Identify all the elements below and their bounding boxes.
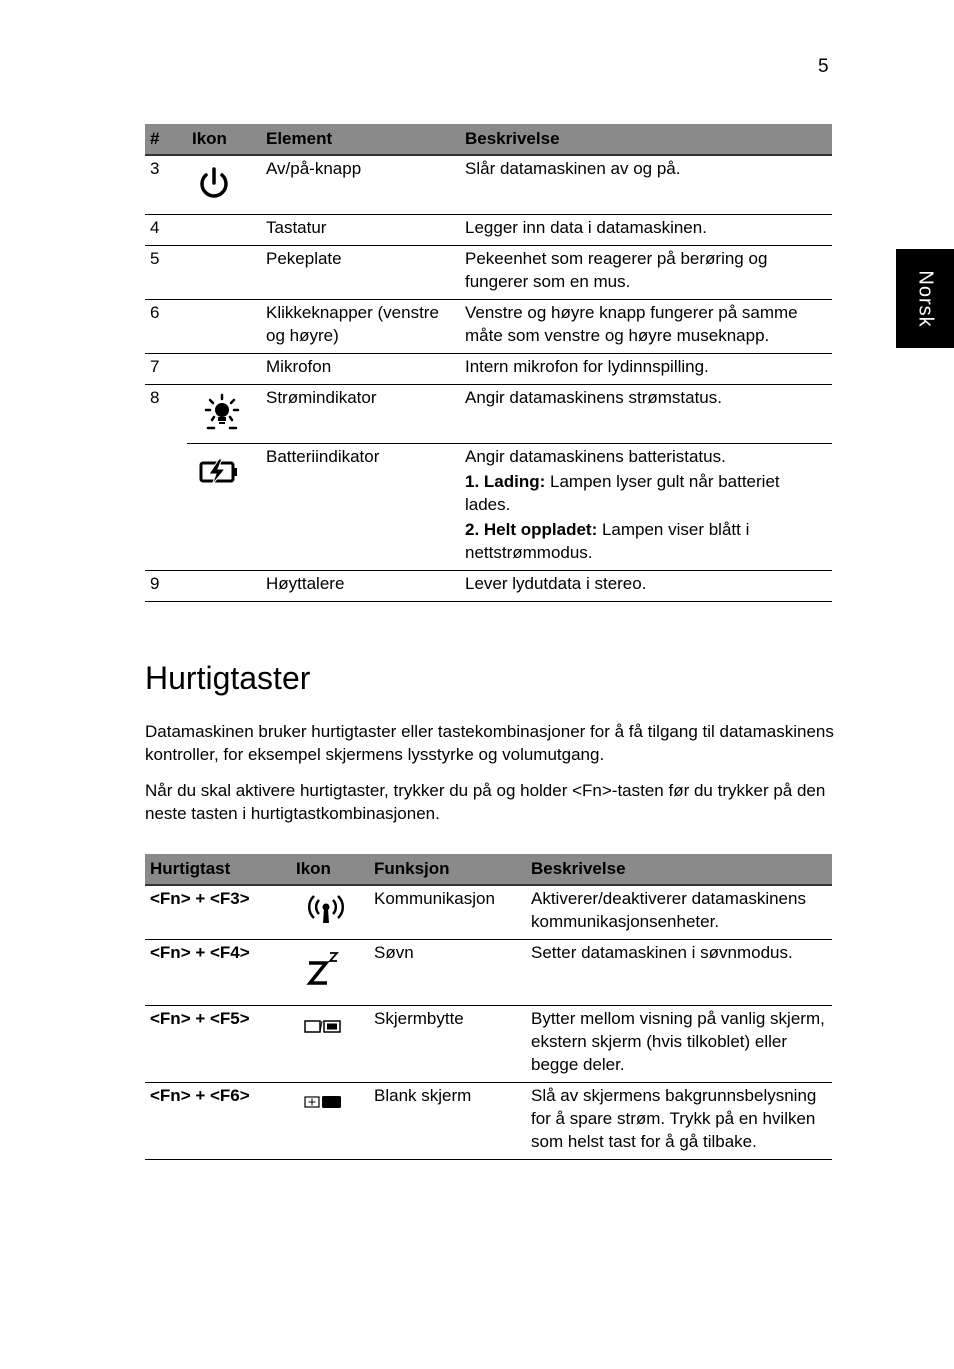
intro-paragraph: Datamaskinen bruker hurtigtaster eller tastekombinasjoner for å få tilgang til datamaskinens kontroller, for eksempel skjermens lysstyrke og volumutgang. xyxy=(145,722,834,764)
function: Kommunikasjon xyxy=(369,885,526,940)
icon-cell xyxy=(187,384,261,443)
language-tab xyxy=(896,249,954,348)
icon-cell xyxy=(291,1083,369,1160)
wireless-icon xyxy=(306,893,346,925)
icon-cell xyxy=(187,214,261,245)
icon-cell xyxy=(291,885,369,940)
row-number: 8 xyxy=(150,387,160,407)
header-description: Beskrivelse xyxy=(526,854,832,885)
table-row xyxy=(145,570,832,601)
function: Søvn xyxy=(369,940,526,1006)
row-description: Bytter mellom visning på vanlig skjerm, ekstern skjerm (hvis tilkoblet) eller begge deler. xyxy=(526,1006,832,1083)
row-element: Av/på-knapp xyxy=(261,155,460,214)
function: Blank skjerm xyxy=(369,1083,526,1160)
header-element: Element xyxy=(261,124,460,155)
hotkey: <Fn> + <F6> xyxy=(145,1083,291,1160)
function: Skjermbytte xyxy=(369,1006,526,1083)
table-header-row xyxy=(145,124,832,155)
table-row xyxy=(145,155,832,214)
row-number: 7 xyxy=(145,353,187,384)
row-description: Pekeenhet som reagerer på berøring og fungerer som en mus. xyxy=(460,245,832,299)
display-switch-icon xyxy=(304,1019,344,1035)
battery-description: Angir datamaskinens batteristatus. xyxy=(465,446,726,466)
page-number: 5 xyxy=(818,56,829,77)
row-number: 4 xyxy=(145,214,187,245)
table-row xyxy=(145,299,832,353)
table-row xyxy=(145,940,832,1006)
row-description: Angir datamaskinens strømstatus. xyxy=(460,384,832,443)
header-number: # xyxy=(145,124,187,155)
row-element: Mikrofon xyxy=(261,353,460,384)
row-element: Klikkeknapper (venstre og høyre) xyxy=(261,299,460,353)
row-number: 9 xyxy=(145,570,187,601)
instruction-paragraph: Når du skal aktivere hurtigtaster, trykker du på og holder <Fn>-tasten før du trykker på den neste tasten i hurtigtastkombinasjonen. xyxy=(145,781,826,823)
row-number: 3 xyxy=(145,155,187,214)
row-description: Venstre og høyre knapp fungerer på samme måte som venstre og høyre museknapp. xyxy=(460,299,832,353)
charging-label: 1. Lading: xyxy=(465,471,546,491)
hotkey: <Fn> + <F4> xyxy=(145,940,291,1006)
sleep-icon xyxy=(304,949,344,989)
row-description xyxy=(460,443,832,570)
table-row xyxy=(145,1006,832,1083)
table-row xyxy=(145,384,832,443)
row-description: Aktiverer/deaktiverer datamaskinens kommunikasjonsenheter. xyxy=(526,885,832,940)
charged-text: Lampen viser blått i nettstrømmodus. xyxy=(465,519,750,562)
table-row xyxy=(145,443,832,570)
row-element: Batteriindikator xyxy=(261,443,460,570)
header-hotkey: Hurtigtast xyxy=(145,854,291,885)
row-element: Høyttalere xyxy=(261,570,460,601)
battery-charging-icon xyxy=(198,457,242,487)
power-indicator-icon xyxy=(202,392,242,432)
row-number: 6 xyxy=(145,299,187,353)
icon-cell xyxy=(187,299,261,353)
row-number xyxy=(145,443,187,570)
header-function: Funksjon xyxy=(369,854,526,885)
table-header-row xyxy=(145,854,832,885)
icon-cell xyxy=(187,245,261,299)
row-description: Slå av skjermens bakgrunnsbelysning for å spare strøm. Trykk på en hvilken som helst tast for å gå tilbake. xyxy=(526,1083,832,1160)
hotkeys-table xyxy=(145,854,832,1160)
charged-label: 2. Helt oppladet: xyxy=(465,519,598,539)
row-description: Intern mikrofon for lydinnspilling. xyxy=(460,353,832,384)
section-heading: Hurtigtaster xyxy=(145,660,311,696)
header-icon: Ikon xyxy=(291,854,369,885)
icon-cell xyxy=(187,155,261,214)
icon-cell xyxy=(291,1006,369,1083)
table-row xyxy=(145,245,832,299)
header-icon: Ikon xyxy=(187,124,261,155)
table-row xyxy=(145,214,832,245)
hotkey: <Fn> + <F5> xyxy=(145,1006,291,1083)
row-description: Setter datamaskinen i søvnmodus. xyxy=(526,940,832,1006)
charging-text: Lampen lyser gult når batteriet lades. xyxy=(465,471,780,514)
charged-note xyxy=(465,518,827,564)
charging-note xyxy=(465,470,827,516)
icon-cell xyxy=(187,443,261,570)
row-element: Pekeplate xyxy=(261,245,460,299)
icon-cell xyxy=(187,353,261,384)
row-description: Slår datamaskinen av og på. xyxy=(460,155,832,214)
table-row xyxy=(145,885,832,940)
icon-cell xyxy=(291,940,369,1006)
table-row xyxy=(145,1083,832,1160)
icon-cell xyxy=(187,570,261,601)
row-description: Legger inn data i datamaskinen. xyxy=(460,214,832,245)
row-element: Tastatur xyxy=(261,214,460,245)
row-description: Lever lydutdata i stereo. xyxy=(460,570,832,601)
screen-blank-icon xyxy=(304,1094,344,1110)
header-description: Beskrivelse xyxy=(460,124,832,155)
row-number: 5 xyxy=(145,245,187,299)
components-table xyxy=(145,124,832,602)
hotkey: <Fn> + <F3> xyxy=(145,885,291,940)
power-icon xyxy=(194,165,234,205)
row-element: Strømindikator xyxy=(261,384,460,443)
table-row xyxy=(145,353,832,384)
language-tab-label: Norsk xyxy=(914,269,937,328)
